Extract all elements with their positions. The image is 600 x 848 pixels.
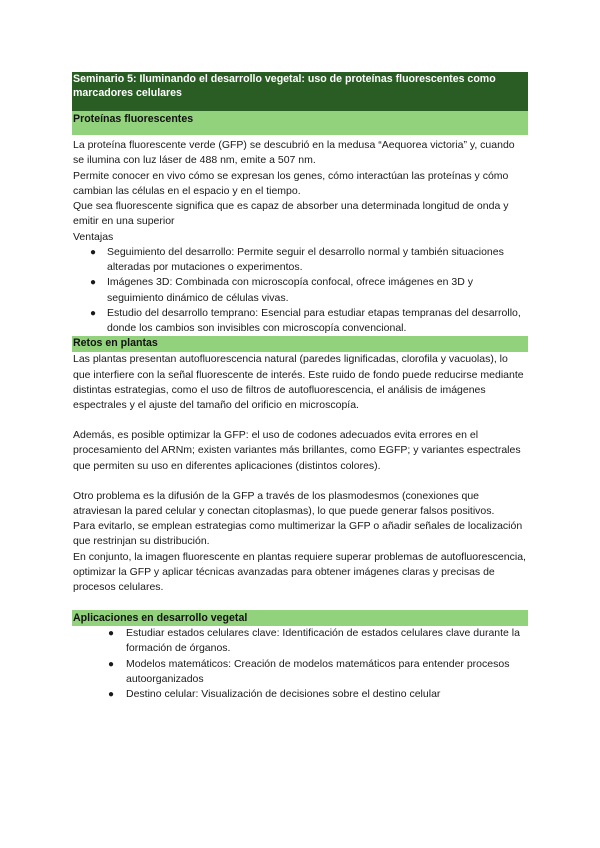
list-item xyxy=(72,687,528,702)
section-proteinas-body xyxy=(72,138,528,336)
document-title: Seminario 5: Iluminando el desarrollo vegetal: uso de proteínas fluorescentes como marcadores celulares xyxy=(72,72,528,111)
bullet-icon: ● xyxy=(108,628,115,640)
paragraph: La proteína fluorescente verde (GFP) se descubrió en la medusa “Aequorea victoria” y, cuando se ilumina con luz láser de 488 nm, emite a 507 nm. xyxy=(73,139,515,167)
paragraph: Además, es posible optimizar la GFP: el uso de codones adecuados evita errores en el procesamiento del ARNm; existen variantes más brillantes, como EGFP; y variantes espectrales que permiten su uso en diferentes aplicaciones (distintos colores). xyxy=(73,429,521,472)
paragraph: Para evitarlo, se emplean estrategias como multimerizar la GFP o añadir señales de localización que restrinjan su distribución. xyxy=(73,520,523,548)
paragraph: Otro problema es la difusión de la GFP a través de los plasmodesmos (conexiones que atraviesan la pared celular y conectan citoplasmas), lo que puede generar falsos positivos. xyxy=(73,489,495,517)
paragraph: Las plantas presentan autofluorescencia natural (paredes lignificadas, clorofila y vacuolas), lo que interfiere con la señal fluorescente de interés. Este ruido de fondo puede reducirse mediante distintas estrategias, como el uso de filtros de autofluorescencia, el análisis de imágenes espectrales y el ajuste del tamaño del orificio en microscopía. xyxy=(73,353,524,411)
bullet-icon: ● xyxy=(108,688,115,700)
aplicaciones-list xyxy=(72,626,528,702)
bullet-icon: ● xyxy=(90,307,97,319)
section-heading-retos: Retos en plantas xyxy=(72,336,528,352)
list-item-text: Destino celular: Visualización de decisiones sobre el destino celular xyxy=(126,687,441,700)
list-item-text: Estudio del desarrollo temprano: Esencial para estudiar etapas tempranas del desarrollo, donde los cambios son invisibles con microscopía convencional. xyxy=(107,306,521,335)
paragraph: Permite conocer en vivo cómo se expresan los genes, cómo interactúan las proteínas y cómo cambian las células en el espacio y en el tiempo. xyxy=(73,169,509,197)
paragraph: En conjunto, la imagen fluorescente en plantas requiere superar problemas de autofluorescencia, optimizar la GFP y aplicar técnicas avanzadas para obtener imágenes claras y precisas de procesos celulares. xyxy=(73,550,526,593)
blank-line xyxy=(72,474,528,489)
section-heading-proteinas: Proteínas fluorescentes xyxy=(72,111,528,135)
list-item xyxy=(72,626,528,656)
list-item-text: Seguimiento del desarrollo: Permite seguir el desarrollo normal y también situaciones alteradas por mutaciones o experimentos. xyxy=(107,246,504,274)
ventajas-list xyxy=(72,245,528,336)
document-page xyxy=(72,72,528,702)
list-item-text: Estudiar estados celulares clave: Identificación de estados celulares clave durante la formación de órganos. xyxy=(126,627,520,655)
bullet-icon: ● xyxy=(90,247,97,259)
bullet-icon: ● xyxy=(108,658,115,670)
section-heading-aplicaciones: Aplicaciones en desarrollo vegetal xyxy=(72,610,528,626)
section-retos-body xyxy=(72,352,528,595)
list-item-text: Modelos matemáticos: Creación de modelos matemáticos para entender procesos autoorganizados xyxy=(126,657,510,685)
blank-line xyxy=(72,413,528,428)
list-item xyxy=(72,245,528,275)
list-item-text: Imágenes 3D: Combinada con microscopía confocal, ofrece imágenes en 3D y seguimiento dinámico de células vivas. xyxy=(107,276,473,304)
ventajas-label: Ventajas xyxy=(73,230,114,243)
list-item xyxy=(72,306,528,336)
list-item xyxy=(72,657,528,687)
bullet-icon: ● xyxy=(90,277,97,289)
paragraph: Que sea fluorescente significa que es capaz de absorber una determinada longitud de onda y emitir en una superior xyxy=(73,200,509,228)
list-item xyxy=(72,275,528,305)
section-gap xyxy=(72,595,528,610)
